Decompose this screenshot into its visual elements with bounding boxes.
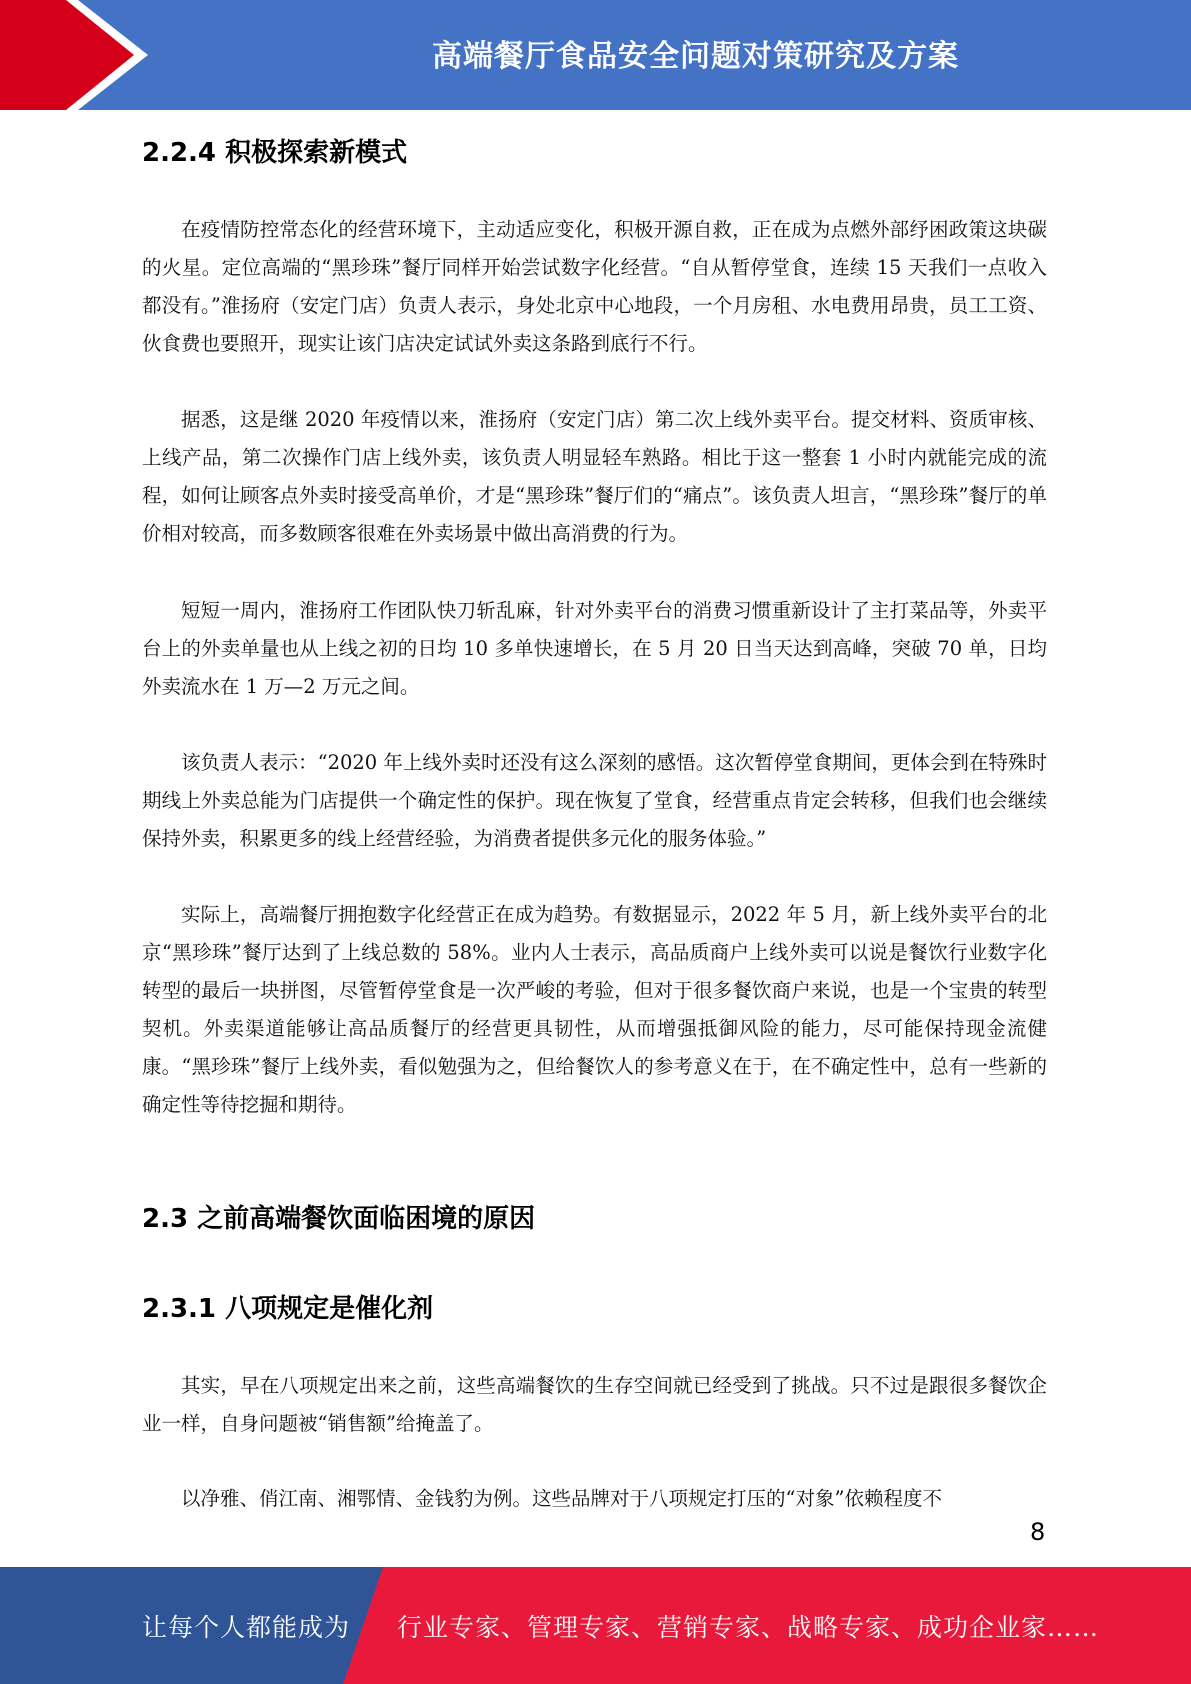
section-heading-2-3-1: 2.3.1 八项规定是催化剂 — [142, 1294, 434, 1324]
paragraph-3: 短短一周内，淮扬府工作团队快刀斩乱麻，针对外卖平台的消费习惯重新设计了主打菜品等，外卖平台上的外卖单量也从上线之初的日均 10 多单快速增长，在 5 月 20 日当天达到高峰，突破 70 单，日均外卖流水在 1 万—2 万元之间。 — [142, 599, 1047, 698]
footer-slogan-left: 让每个人都能成为 — [142, 1612, 351, 1642]
section-heading-2-3: 2.3 之前高端餐饮面临困境的原因 — [142, 1204, 536, 1234]
section-heading-2-2-4: 2.2.4 积极探索新模式 — [142, 138, 408, 168]
paragraph-1: 在疫情防控常态化的经营环境下，主动适应变化，积极开源自救，正在成为点燃外部纾困政策这块碳的火星。定位高端的“黑珍珠”餐厅同样开始尝试数字化经营。“自从暂停堂食，连续 15 天我们一点收入都没有。”淮扬府（安定门店）负责人表示，身处北京中心地段，一个月房租、水电费用昂贵，员工工资、伙食费也要照开，现实让该门店决定试试外卖这条路到底行不行。 — [142, 218, 1047, 355]
footer-slogan-right: 行业专家、管理专家、营销专家、战略专家、成功企业家…… — [397, 1612, 1100, 1642]
header-bar — [0, 0, 1191, 110]
footer-banner — [0, 1567, 1191, 1684]
document-title: 高端餐厅食品安全问题对策研究及方案 — [432, 38, 959, 74]
paragraph-4: 该负责人表示：“2020 年上线外卖时还没有这么深刻的感悟。这次暂停堂食期间，更体会到在特殊时期线上外卖总能为门店提供一个确定性的保护。现在恢复了堂食，经营重点肯定会转移，但我们也会继续保持外卖，积累更多的线上经营经验，为消费者提供多元化的服务体验。” — [142, 751, 1047, 850]
paragraph-5: 实际上，高端餐厅拥抱数字化经营正在成为趋势。有数据显示，2022 年 5 月，新上线外卖平台的北京“黑珍珠”餐厅达到了上线总数的 58%。业内人士表示，高品质商户上线外卖可以说是餐饮行业数字化转型的最后一块拼图，尽管暂停堂食是一次严峻的考验，但对于很多餐饮商户来说，也是一个宝贵的转型契机。外卖渠道能够让高品质餐厅的经营更具韧性，从而增强抵御风险的能力，尽可能保持现金流健康。“黑珍珠”餐厅上线外卖，看似勉强为之，但给餐饮人的参考意义在于，在不确定性中，总有一些新的确定性等待挖掘和期待。 — [142, 903, 1047, 1116]
paragraph-6: 其实，早在八项规定出来之前，这些高端餐饮的生存空间就已经受到了挑战。只不过是跟很多餐饮企业一样，自身问题被“销售额”给掩盖了。 — [142, 1374, 1047, 1435]
paragraph-7: 以净雅、俏江南、湘鄂情、金钱豹为例。这些品牌对于八项规定打压的“对象”依赖程度不 — [181, 1487, 942, 1510]
page-number: 8 — [1030, 1518, 1046, 1546]
paragraph-2: 据悉，这是继 2020 年疫情以来，淮扬府（安定门店）第二次上线外卖平台。提交材料、资质审核、上线产品，第二次操作门店上线外卖，该负责人明显轻车熟路。相比于这一整套 1 小时内就能完成的流程，如何让顾客点外卖时接受高单价，才是“黑珍珠”餐厅们的“痛点”。该负责人坦言，“黑珍珠”餐厅的单价相对较高，而多数顾客很难在外卖场景中做出高消费的行为。 — [142, 408, 1047, 545]
